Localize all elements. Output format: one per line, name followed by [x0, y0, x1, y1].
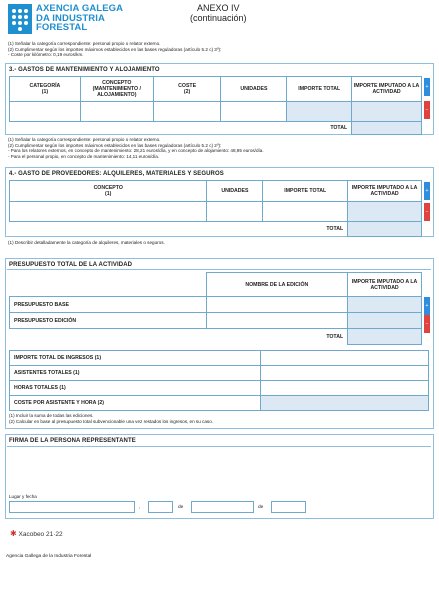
footer-agency: Agencia Gallega de la Industria Forestal	[6, 554, 92, 559]
col-concepto: CONCEPTO (1)	[10, 181, 207, 202]
notes-top	[8, 41, 428, 58]
indicadores-table	[9, 350, 429, 411]
col-nombre-edicion: NOMBRE DE LA EDICIÓN	[206, 273, 348, 297]
section-3-table	[9, 76, 422, 135]
input-importe-total[interactable]	[263, 202, 348, 222]
col-unidades: UNIDADES	[207, 181, 263, 202]
note-line: - Para el personal propio, en concepto de mantenimiento: 14,11 euros/día.	[8, 153, 160, 159]
input-importe-base[interactable]	[348, 297, 422, 313]
note-line: - Coste por kilómetro: 0,19 euros/km.	[8, 52, 84, 58]
col-concepto: CONCEPTO (MANTENIMIENTO / ALOJAMIENTO)	[80, 77, 153, 102]
remove-row-button[interactable]: −	[424, 101, 430, 119]
divider	[7, 446, 431, 447]
note-line: (1) Señalar la categoría correspondiente: personal propio o relator externo.	[8, 41, 161, 46]
row-ingresos: IMPORTE TOTAL DE INGRESOS (1)	[10, 351, 261, 366]
galicia-logo-icon	[8, 4, 32, 34]
note-line: (1) Señalar la categoría correspondiente: personal propio o relator externo.	[8, 137, 161, 142]
remove-row-button[interactable]: −	[424, 315, 430, 333]
row-coste-asistente: COSTE POR ASISTENTE Y HORA (2)	[10, 396, 261, 411]
col-unidades: UNIDADES	[221, 77, 287, 102]
notes-section-3	[8, 137, 433, 159]
anexo-label: ANEXO IV	[197, 3, 240, 13]
input-horas[interactable]	[261, 381, 429, 396]
agency-logo-text	[36, 4, 123, 33]
add-row-button[interactable]: +	[424, 182, 430, 200]
col-categoria: CATEGORÍA (1)	[10, 77, 81, 102]
row-presupuesto-base: PRESUPUESTO BASE	[10, 297, 207, 313]
lugar-input[interactable]	[9, 501, 135, 513]
presupuesto-table	[9, 272, 422, 345]
input-nombre-edicion[interactable]	[206, 313, 348, 329]
total-label: TOTAL	[330, 125, 348, 132]
input-concepto[interactable]	[10, 202, 207, 222]
note-line: (2) Cumplimentar según los importes máximos establecidos en las bases reguladoras (artículo 5.2 c) 3º):	[8, 46, 222, 52]
agency-line-2: DA INDUSTRIA	[36, 12, 105, 24]
row-horas: HORAS TOTALES (1)	[10, 381, 261, 396]
row-presupuesto-edicion: PRESUPUESTO EDICIÓN	[10, 313, 207, 329]
input-nombre-base[interactable]	[206, 297, 348, 313]
empty-header	[10, 273, 207, 297]
agency-line-3: FORESTAL	[36, 22, 88, 33]
total-value[interactable]	[352, 122, 422, 135]
add-row-button[interactable]: +	[424, 78, 430, 96]
note-line: (2) Calcular en base al presupuesto total subvencionable una vez restados los ingresos, en su caso.	[9, 418, 214, 424]
xacobeo-logo	[10, 529, 63, 538]
section-3-title: 3.- GASTOS DE MANTENIMIENTO Y ALOJAMIENTO	[9, 67, 160, 73]
section-4-table	[9, 180, 422, 237]
xacobeo-icon: ✱	[10, 529, 17, 538]
total-value[interactable]	[348, 329, 422, 345]
note-line: (1) Incluir la suma de todas las ediciones.	[9, 413, 94, 418]
agency-line-1: AXENCIA GALEGA	[36, 3, 124, 14]
input-coste-asistente[interactable]	[261, 396, 429, 411]
section-4-title: 4.- GASTO DE PROVEEDORES: ALQUILERES, MATERIALES Y SEGUROS	[9, 171, 224, 177]
input-unidades[interactable]	[221, 102, 287, 122]
firma-title: FIRMA DE LA PERSONA REPRESENTANTE	[9, 438, 136, 444]
indicadores-notes	[9, 413, 429, 424]
input-ingresos[interactable]	[261, 351, 429, 366]
col-importe-total: IMPORTE TOTAL	[263, 181, 348, 202]
total-label: TOTAL	[326, 226, 344, 233]
input-concepto[interactable]	[80, 102, 153, 122]
input-importe-imputado[interactable]	[352, 102, 422, 122]
de-label-2: de	[258, 505, 264, 510]
remove-row-button[interactable]: −	[424, 203, 430, 221]
total-value[interactable]	[348, 222, 422, 237]
col-importe-imputado: IMPORTE IMPUTADO A LA ACTIVIDAD	[348, 273, 422, 297]
section-4-note: (1) Describir detalladamente la categoría de alquileres, materiales o seguros.	[8, 240, 165, 245]
lugar-fecha-label: Lugar y fecha	[9, 494, 37, 499]
input-importe-total[interactable]	[287, 102, 352, 122]
xacobeo-label: Xacobeo 21·22	[18, 531, 63, 538]
total-label: TOTAL	[326, 333, 344, 340]
input-coste[interactable]	[153, 102, 221, 122]
divider	[7, 269, 431, 270]
input-importe-imputado[interactable]	[348, 202, 422, 222]
anexo-title	[190, 3, 247, 23]
input-categoria[interactable]	[10, 102, 81, 122]
input-importe-edicion[interactable]	[348, 313, 422, 329]
col-importe-imputado: IMPORTE IMPUTADO A LA ACTIVIDAD	[352, 77, 422, 102]
note-line: (2) Cumplimentar según los importes máximos establecidos en las bases reguladoras (artículo 5.2 c) 2º):	[8, 142, 222, 148]
col-importe-total: IMPORTE TOTAL	[287, 77, 352, 102]
row-asistentes: ASISTENTES TOTALES (1)	[10, 366, 261, 381]
col-importe-imputado: IMPORTE IMPUTADO A LA ACTIVIDAD	[348, 181, 422, 202]
dia-input[interactable]	[148, 501, 173, 513]
input-unidades[interactable]	[207, 202, 263, 222]
note-line: - Para los relatores externos, en concepto de mantenimiento: 28,21 euros/día, y en concepto de alojamiento: 48,95 euros/día.	[8, 148, 264, 154]
de-label-1: de	[178, 505, 184, 510]
mes-input[interactable]	[191, 501, 254, 513]
continuacion-label: (continuación)	[190, 13, 247, 23]
comma-separator: ,	[139, 505, 141, 510]
col-coste: COSTE (2)	[153, 77, 221, 102]
add-row-button[interactable]: +	[424, 297, 430, 315]
presupuesto-title: PRESUPUESTO TOTAL DE LA ACTIVIDAD	[9, 262, 133, 268]
anio-input[interactable]	[271, 501, 306, 513]
input-asistentes[interactable]	[261, 366, 429, 381]
